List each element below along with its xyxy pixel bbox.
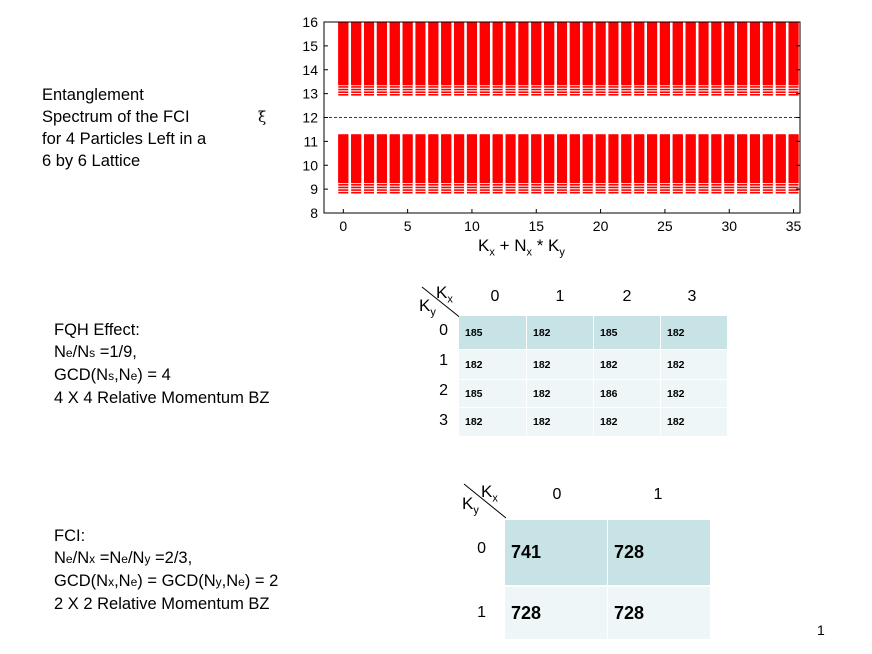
spectrum-level-block [776,134,786,183]
spectrum-lower-band [634,134,644,192]
spectrum-lower-band [621,134,631,192]
spectrum-upper-band [364,22,374,95]
spectrum-level-block [506,134,516,183]
spectrum-level-block [390,134,400,183]
spectrum-level-block [441,134,451,183]
spectrum-lower-band [415,134,425,192]
spectrum-level-block [750,22,760,85]
spectrum-lower-band [364,134,374,192]
spectrum-level-block [480,134,490,183]
spectrum-level-block [377,22,387,85]
spectrum-lower-band [351,134,361,192]
spectrum-upper-band [711,22,721,95]
spectrum-lower-band [506,134,516,192]
spectrum-lower-band [403,134,413,192]
spectrum-upper-band [338,22,348,95]
spectrum-lower-band [724,134,734,192]
spectrum-upper-band [621,22,631,95]
spectrum-level-block [647,22,657,85]
spectrum-lower-band [518,134,528,192]
spectrum-level-block [531,134,541,183]
spectrum-lower-band [377,134,387,192]
spectrum-level-block [673,22,683,85]
spectrum-lower-band [776,134,786,192]
spectrum-level-block [531,22,541,85]
spectrum-upper-band [763,22,773,95]
spectrum-upper-band [750,22,760,95]
spectrum-level-block [660,134,670,183]
spectrum-upper-band [390,22,400,95]
spectrum-level-block [454,134,464,183]
spectrum-level-block [711,22,721,85]
spectrum-lower-band [570,134,580,192]
spectrum-upper-band [724,22,734,95]
spectrum-level-block [518,134,528,183]
spectrum-level-block [518,22,528,85]
spectrum-upper-band [660,22,670,95]
spectrum-level-block [621,134,631,183]
spectrum-lower-band [480,134,490,192]
spectrum-level-block [608,22,618,85]
spectrum-level-block [467,134,477,183]
spectrum-upper-band [608,22,618,95]
spectrum-level-block [698,134,708,183]
spectrum-upper-band [415,22,425,95]
spectrum-upper-band [544,22,554,95]
spectrum-level-block [647,134,657,183]
spectrum-upper-band [351,22,361,95]
spectrum-level-block [583,134,593,183]
spectrum-level-block [338,22,348,85]
spectrum-upper-band [596,22,606,95]
spectrum-upper-band [518,22,528,95]
spectrum-level-block [415,22,425,85]
spectrum-lower-band [493,134,503,192]
spectrum-lower-band [673,134,683,192]
spectrum-level-block [711,134,721,183]
spectrum-level-block [377,134,387,183]
spectrum-level-block [737,134,747,183]
spectrum-level-block [570,134,580,183]
spectrum-lower-band [557,134,567,192]
spectrum-level-block [493,22,503,85]
spectrum-level-block [596,134,606,183]
spectrum-level-block [506,22,516,85]
spectrum-level-block [596,22,606,85]
spectrum-lower-band [686,134,696,192]
spectrum-level-block [608,134,618,183]
spectrum-upper-band [377,22,387,95]
spectrum-lower-band [441,134,451,192]
spectrum-upper-band [570,22,580,95]
spectrum-lower-band [467,134,477,192]
spectrum-level-block [467,22,477,85]
spectrum-level-block [364,22,374,85]
spectrum-level-block [570,22,580,85]
spectrum-level-block [351,134,361,183]
spectrum-upper-band [454,22,464,95]
spectrum-upper-band [403,22,413,95]
spectrum-lower-band [660,134,670,192]
spectrum-lower-band [698,134,708,192]
spectrum-upper-band [583,22,593,95]
spectrum-level-block [390,22,400,85]
spectrum-level-block [544,22,554,85]
spectrum-level-block [454,22,464,85]
spectrum-lower-band [531,134,541,192]
spectrum-lower-band [711,134,721,192]
spectrum-level-block [557,22,567,85]
spectrum-upper-band [493,22,503,95]
spectrum-level-block [686,22,696,85]
spectrum-level-block [441,22,451,85]
spectrum-level-block [698,22,708,85]
spectrum-level-block [428,134,438,183]
spectrum-level-block [724,22,734,85]
spectrum-lower-band [544,134,554,192]
spectrum-upper-band [698,22,708,95]
spectrum-upper-band [467,22,477,95]
spectrum-upper-band [673,22,683,95]
spectrum-upper-band [634,22,644,95]
spectrum-level-block [557,134,567,183]
spectrum-level-block [493,134,503,183]
spectrum-level-block [634,22,644,85]
spectrum-level-block [544,134,554,183]
spectrum-level-block [583,22,593,85]
spectrum-level-block [763,134,773,183]
spectrum-level-block [415,134,425,183]
spectrum-level-block [673,134,683,183]
spectrum-level-block [403,134,413,183]
spectrum-level-block [686,134,696,183]
spectrum-level-block [763,22,773,85]
spectrum-level-block [737,22,747,85]
spectrum-level-block [403,22,413,85]
spectrum-lower-band [390,134,400,192]
spectrum-upper-band [480,22,490,95]
spectrum-lower-band [583,134,593,192]
spectrum-lower-band [763,134,773,192]
spectrum-level-block [621,22,631,85]
spectrum-lower-band [596,134,606,192]
spectrum-level-block [364,134,374,183]
spectrum-level-block [724,134,734,183]
spectrum-lower-band [428,134,438,192]
spectrum-upper-band [428,22,438,95]
spectrum-level-block [338,134,348,183]
spectrum-lower-band [737,134,747,192]
spectrum-upper-band [531,22,541,95]
spectrum-lower-band [750,134,760,192]
spectrum-level-block [750,134,760,183]
spectrum-lower-band [647,134,657,192]
spectrum-lower-band [608,134,618,192]
spectrum-level-block [428,22,438,85]
spectrum-level-block [660,22,670,85]
spectrum-lower-band [338,134,348,192]
spectrum-level-block [480,22,490,85]
spectrum-level-block [634,134,644,183]
spectrum-lower-band [454,134,464,192]
spectrum-upper-band [441,22,451,95]
spectrum-upper-band [737,22,747,95]
spectrum-upper-band [647,22,657,95]
spectrum-level-block [351,22,361,85]
spectrum-upper-band [506,22,516,95]
spectrum-upper-band [686,22,696,95]
spectrum-upper-band [557,22,567,95]
spectrum-upper-band [776,22,786,95]
